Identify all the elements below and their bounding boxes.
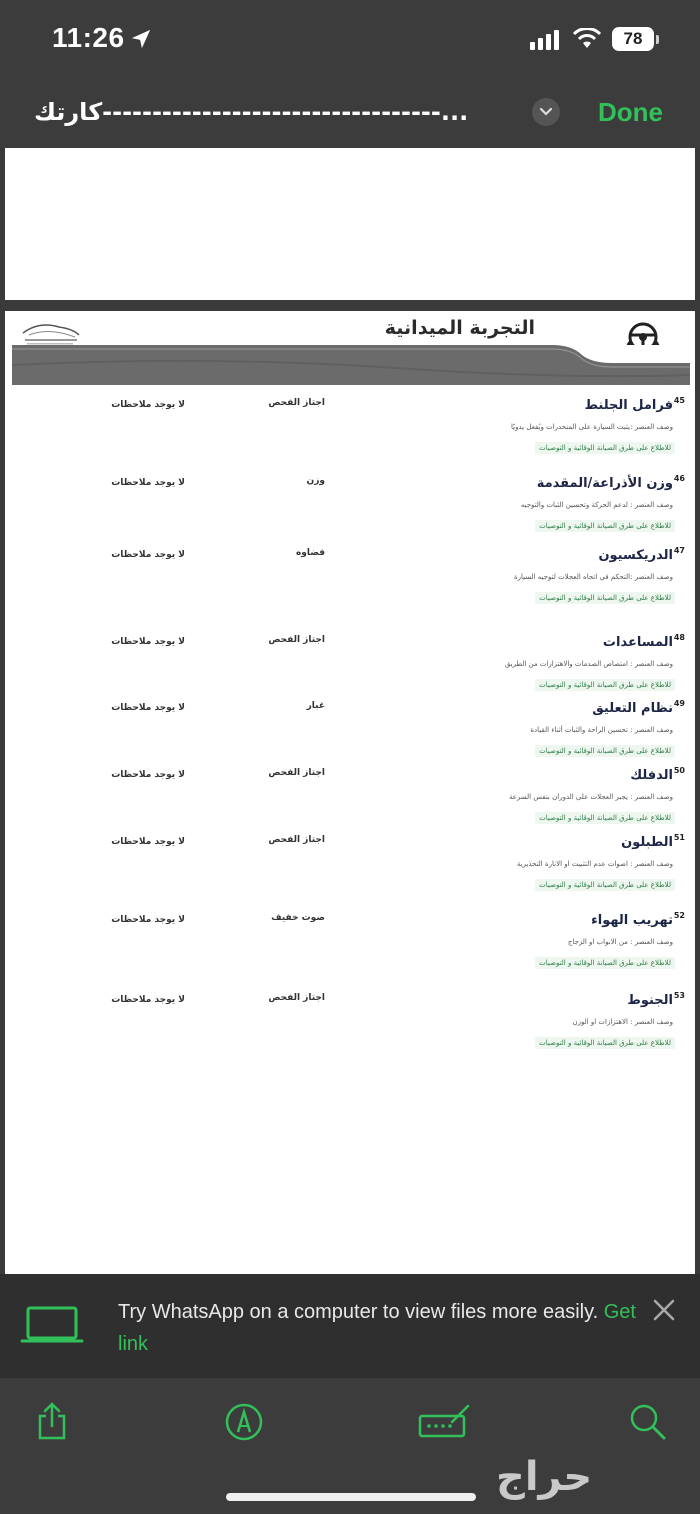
search-icon[interactable] <box>628 1402 668 1442</box>
maintenance-recommendations-link[interactable]: للاطلاع على طرق الصيانة الوقائية و التوصيات <box>535 957 675 969</box>
item-status: اجتاز الفحص <box>268 398 325 408</box>
battery-indicator: 78 <box>612 27 654 51</box>
item-notes: لا يوجد ملاحظات <box>111 478 185 488</box>
item-status: غبار <box>306 701 325 711</box>
item-title: تهريب الهواء <box>591 913 673 928</box>
edit-form-icon[interactable] <box>418 1402 472 1442</box>
item-description: وصف العنصر : يجبر العجلات على الدوران بنفس السرعة <box>509 793 673 801</box>
item-number: 50 <box>673 766 685 775</box>
whatsapp-banner-text <box>118 1296 638 1360</box>
item-title: الطبلون <box>621 835 673 850</box>
item-title: فرامل الجلنط <box>584 398 673 413</box>
page-heading: التجربة الميدانية <box>384 317 535 339</box>
wifi-icon <box>572 28 602 50</box>
status-bar <box>0 0 700 80</box>
item-status: اجتاز الفحص <box>268 635 325 645</box>
title-menu-button[interactable] <box>532 98 560 126</box>
item-description: وصف العنصر : من الابواب او الزجاج <box>567 938 673 946</box>
document-page <box>5 311 695 1274</box>
item-title: وزن الأذراعة/المقدمة <box>536 476 673 491</box>
header-banner <box>12 345 690 385</box>
item-notes: لا يوجد ملاحظات <box>111 400 185 410</box>
maintenance-recommendations-link[interactable]: للاطلاع على طرق الصيانة الوقائية و التوصيات <box>535 745 675 757</box>
haraj-watermark: حراج <box>496 1454 593 1500</box>
item-status: اجتاز الفحص <box>268 835 325 845</box>
maintenance-recommendations-link[interactable]: للاطلاع على طرق الصيانة الوقائية و التوصيات <box>535 520 675 532</box>
battery-tip <box>656 35 659 44</box>
chevron-down-icon <box>532 98 560 126</box>
home-indicator[interactable] <box>226 1493 476 1501</box>
document-viewer[interactable] <box>0 148 700 1274</box>
location-arrow-icon <box>130 28 152 50</box>
item-number: 47 <box>673 546 685 555</box>
item-title: نظام التعليق <box>592 701 673 716</box>
maintenance-recommendations-link[interactable]: للاطلاع على طرق الصيانة الوقائية و التوصيات <box>535 679 675 691</box>
item-status: اجتاز الفحص <box>268 993 325 1003</box>
close-icon[interactable] <box>652 1298 676 1322</box>
item-notes: لا يوجد ملاحظات <box>111 837 185 847</box>
item-number: 45 <box>673 396 685 405</box>
previous-page <box>5 148 695 300</box>
item-number: 46 <box>673 474 685 483</box>
item-notes: لا يوجد ملاحظات <box>111 637 185 647</box>
ctc-logo-icon <box>19 319 83 347</box>
item-notes: لا يوجد ملاحظات <box>111 550 185 560</box>
cellular-signal-icon <box>530 30 562 50</box>
item-status: فضاوه <box>295 548 325 558</box>
whatsapp-desktop-banner <box>0 1274 700 1378</box>
markup-icon[interactable] <box>224 1402 264 1442</box>
item-description: وصف العنصر : الاهتزازات او الوزن <box>572 1018 673 1026</box>
item-number: 48 <box>673 633 685 642</box>
item-notes: لا يوجد ملاحظات <box>111 915 185 925</box>
maintenance-recommendations-link[interactable]: للاطلاع على طرق الصيانة الوقائية و التوصيات <box>535 812 675 824</box>
whatsapp-banner-message: Try WhatsApp on a computer to view files more easily. <box>118 1301 599 1323</box>
item-description: وصف العنصر : تحسين الراحة والثبات أثناء القيادة <box>530 726 673 734</box>
item-description: وصف العنصر :التحكم في اتجاه العجلات لتوجيه السيارة <box>513 573 673 581</box>
document-nav-bar <box>0 80 700 148</box>
maintenance-recommendations-link[interactable]: للاطلاع على طرق الصيانة الوقائية و التوصيات <box>535 592 675 604</box>
done-button[interactable]: Done <box>598 97 663 127</box>
item-status: اجتاز الفحص <box>268 768 325 778</box>
item-status: وزن <box>306 476 325 486</box>
item-notes: لا يوجد ملاحظات <box>111 770 185 780</box>
item-number: 52 <box>673 911 685 920</box>
item-description: وصف العنصر : لدعم الحركة وتحسين الثبات والتوجيه <box>520 501 673 509</box>
share-icon[interactable] <box>32 1402 72 1442</box>
item-status: صوت خفيف <box>271 913 325 923</box>
item-title: الجنوط <box>627 993 673 1008</box>
item-notes: لا يوجد ملاحظات <box>111 703 185 713</box>
item-notes: لا يوجد ملاحظات <box>111 995 185 1005</box>
item-number: 53 <box>673 991 685 1000</box>
maintenance-recommendations-link[interactable]: للاطلاع على طرق الصيانة الوقائية و التوصيات <box>535 879 675 891</box>
maintenance-recommendations-link[interactable]: للاطلاع على طرق الصيانة الوقائية و التوصيات <box>535 1037 675 1049</box>
item-number: 51 <box>673 833 685 842</box>
item-number: 49 <box>673 699 685 708</box>
item-title: الدريكسيون <box>598 548 673 563</box>
maintenance-recommendations-link[interactable]: للاطلاع على طرق الصيانة الوقائية و التوصيات <box>535 442 675 454</box>
status-time: 11:26 <box>52 22 125 53</box>
document-title[interactable]: كارتك----------------------------------... <box>34 98 469 126</box>
item-description: وصف العنصر : اصوات عدم التثبيت او الانارة التحذيرية <box>516 860 673 868</box>
get-link-button[interactable]: Get link <box>118 1301 636 1355</box>
item-description: وصف العنصر :يثبت السيارة على المنحدرات ويُفعل يدويًا <box>511 423 673 431</box>
laptop-icon <box>20 1304 84 1346</box>
item-title: المساعدات <box>602 635 673 650</box>
item-title: الدفلك <box>630 768 673 783</box>
item-description: وصف العنصر : امتصاص الصدمات والاهتزازات من الطريق <box>504 660 673 668</box>
